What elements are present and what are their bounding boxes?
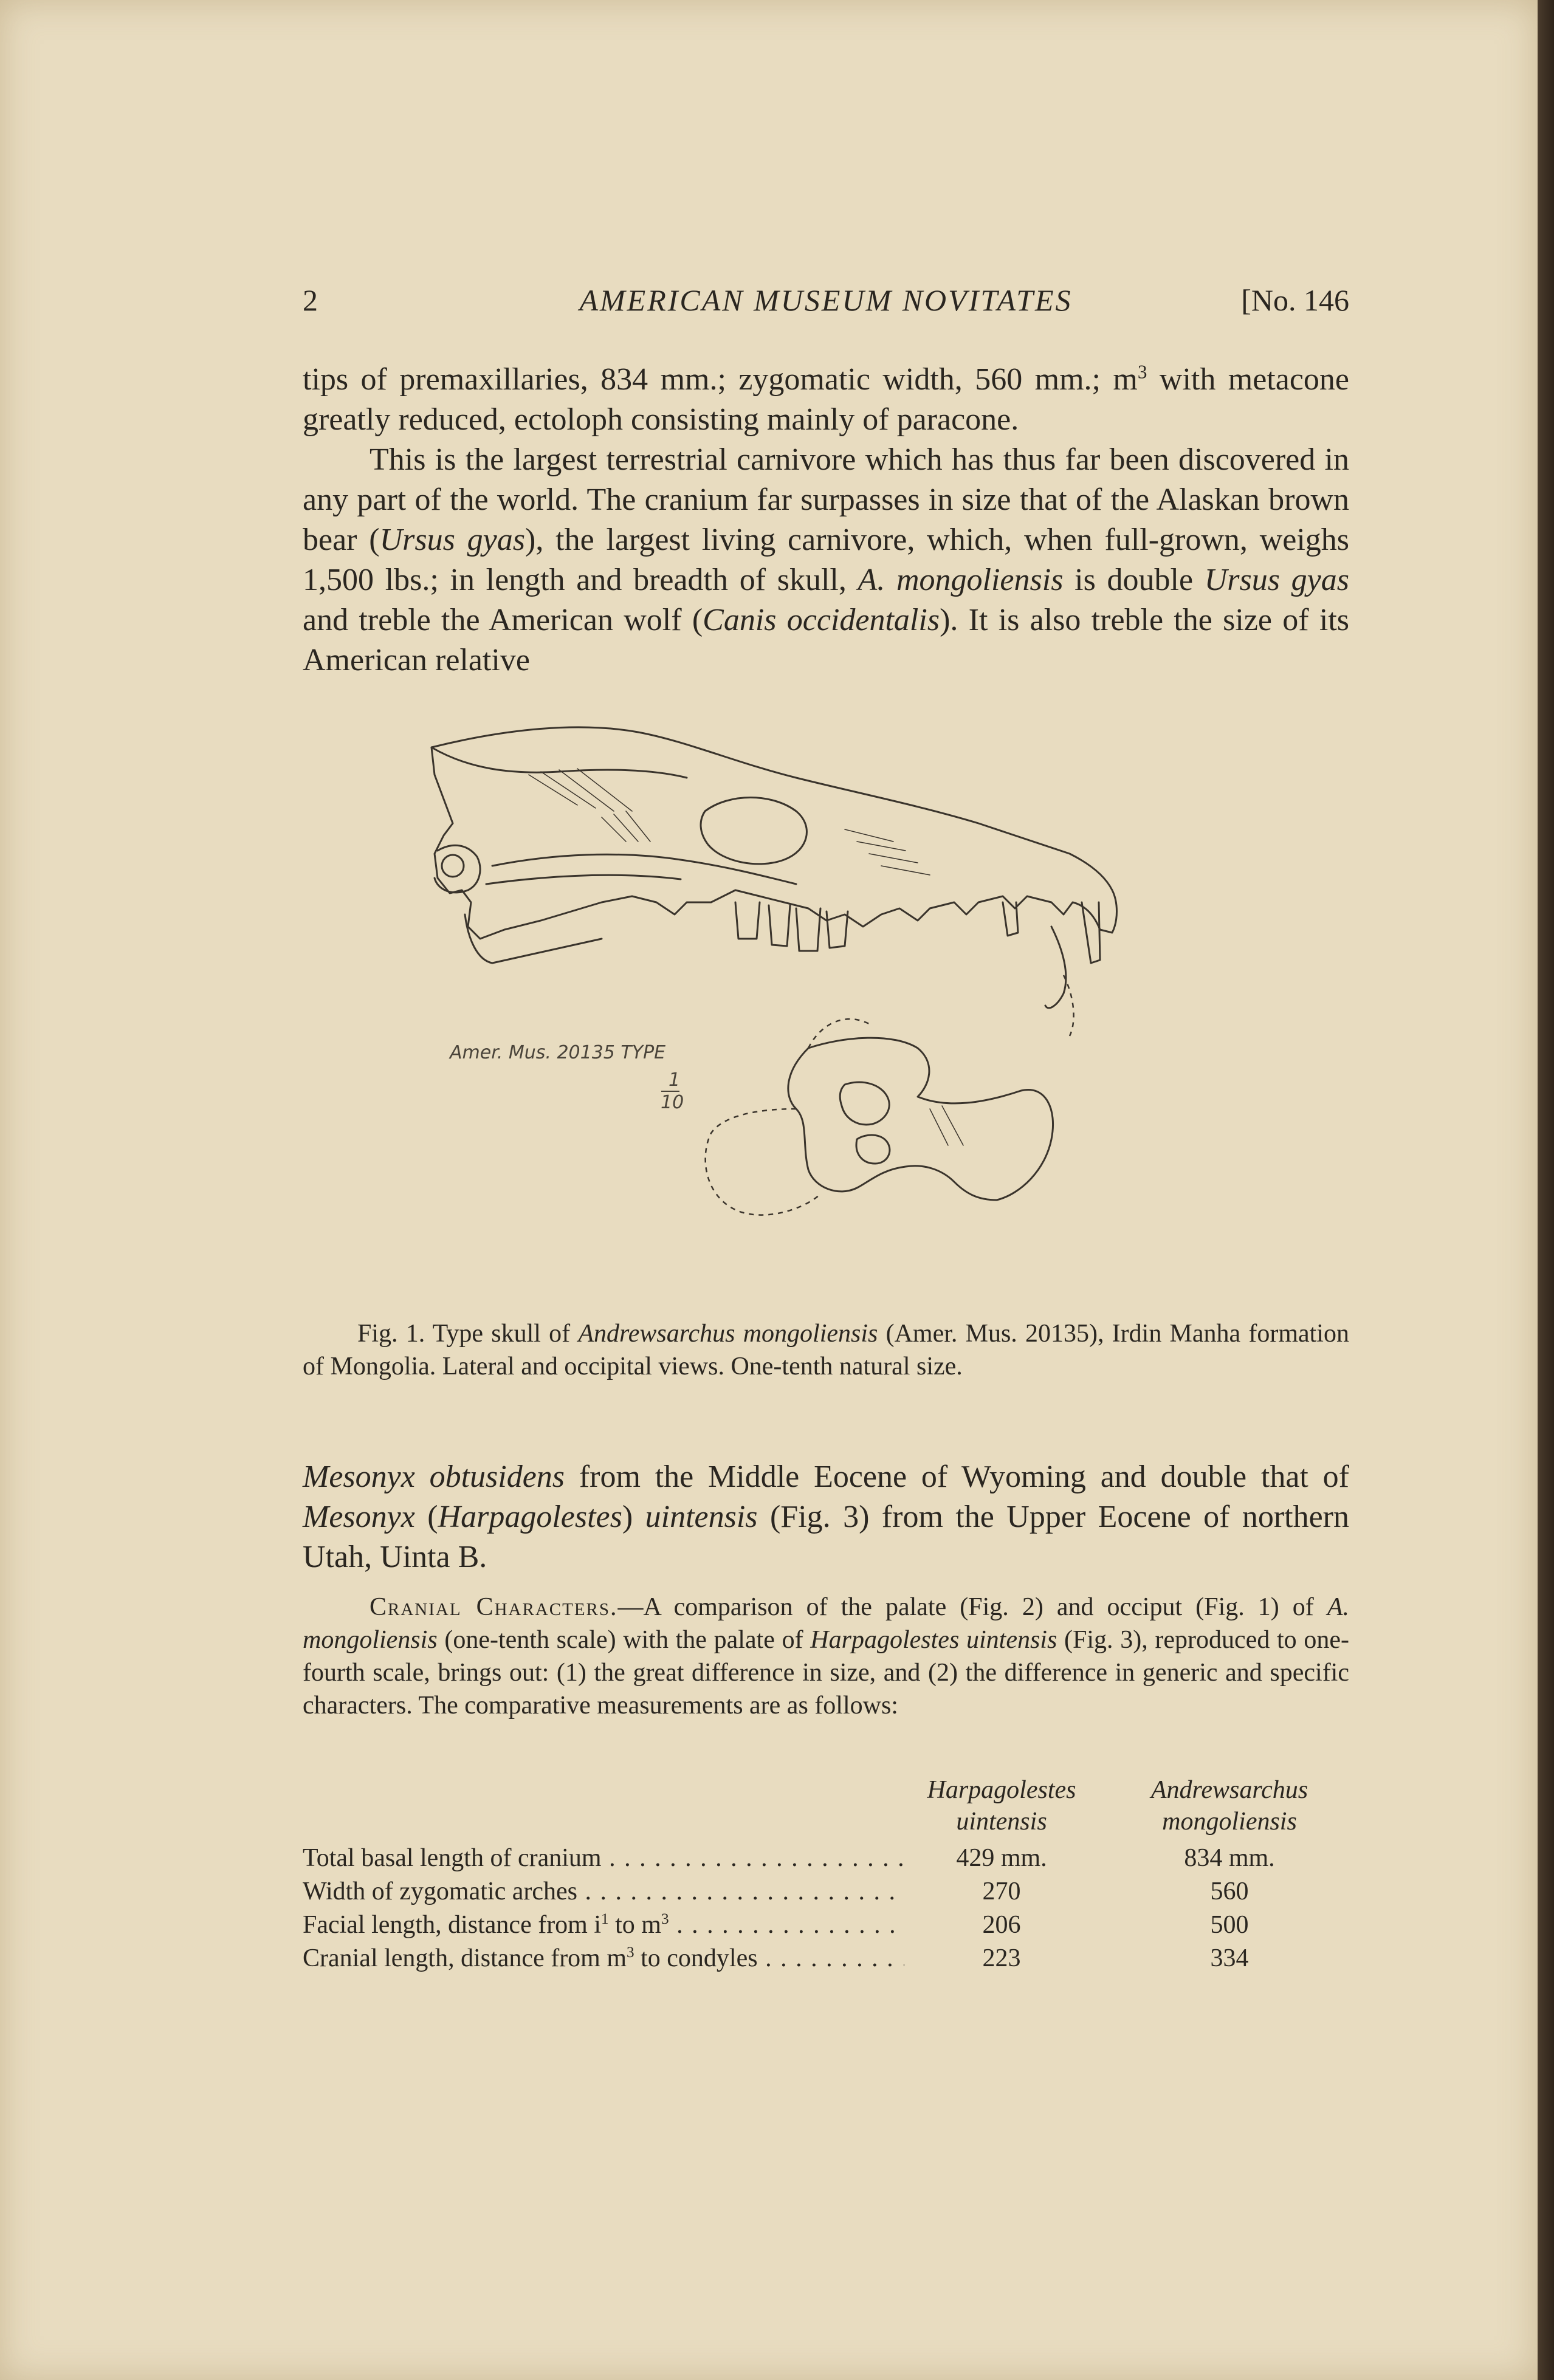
text-span: (one-tenth scale) with the palate of: [437, 1626, 811, 1654]
table-row: [303, 1874, 1349, 1908]
text-span: and treble the American wolf (: [303, 603, 703, 637]
skull-illustration: [419, 720, 1252, 1328]
row-label-text: to m: [608, 1911, 661, 1939]
column-header-line: Andrewsarchus: [1150, 1776, 1308, 1804]
cell-value: 206: [982, 1911, 1021, 1939]
column-header-harpagolestes: [910, 1774, 1093, 1837]
taxon-name: Mesonyx obtusidens: [303, 1459, 565, 1494]
cell-value: 334: [1210, 1944, 1249, 1972]
column-header-line: Harpagolestes: [927, 1776, 1076, 1804]
scale-numerator: 1: [669, 1069, 681, 1091]
text-span: from the Middle Eocene of Wyoming and double that of: [565, 1459, 1349, 1494]
taxon-name: A. mongoliensis: [858, 563, 1064, 597]
caption-text: (Amer. Mus. 20135), Irdin Manha formation of Mongolia. Lateral and occipital views. One-tenth natural size.: [303, 1320, 1349, 1380]
page-number: 2: [303, 283, 318, 317]
taxon-name: Canis occidentalis: [703, 603, 940, 637]
taxon-name: Andrewsarchus mongoliensis: [578, 1320, 878, 1348]
running-header: [303, 283, 1349, 325]
table-row: [303, 1941, 1349, 1975]
superscript: 3: [1137, 361, 1147, 383]
row-label: [303, 1874, 904, 1908]
superscript: 1: [601, 1911, 609, 1927]
row-label: [303, 1908, 904, 1942]
row-label-text: Total basal length of cranium: [303, 1844, 602, 1872]
text-span: ). It is also treble the size of its American relative: [303, 603, 1350, 677]
cell-value: 500: [1210, 1911, 1249, 1939]
text-span: with metacone greatly reduced, ectoloph consisting mainly of paracone.: [303, 362, 1349, 437]
cell-value: 429 mm.: [956, 1844, 1047, 1872]
text-span: (: [414, 1500, 438, 1534]
page-edge: [1538, 0, 1554, 2380]
text-span: ), the largest living carnivore, which, when full-grown, weighs 1,500 lbs.; in length and breadth of skull,: [303, 523, 1350, 597]
paragraph-1: [303, 360, 1349, 440]
table-row: [303, 1841, 1349, 1875]
table-header: [303, 1774, 1349, 1841]
figure-1: [419, 720, 1252, 1328]
row-label-text: to condyles: [634, 1944, 758, 1972]
section-heading: Cranial Characters.: [370, 1593, 618, 1621]
cell-value: 270: [982, 1878, 1021, 1905]
taxon-name: A. mongoliensis: [303, 1593, 1349, 1654]
paragraph-2: [303, 440, 1349, 681]
paragraph-3: [303, 1457, 1349, 1577]
column-header-line: mongoliensis: [1162, 1808, 1297, 1836]
text-span: This is the largest terrestrial carnivore which has thus far been discovered in any part of the world. The cranium far surpasses in size that of the Alaskan brown bear (: [303, 442, 1349, 557]
paragraph-4: [303, 1591, 1349, 1722]
taxon-name: Mesonyx: [303, 1500, 415, 1534]
text-span: —A comparison of the palate (Fig. 2) and occiput (Fig. 1) of: [617, 1593, 1327, 1621]
text-span: ): [622, 1500, 645, 1534]
figure-caption: [303, 1317, 1349, 1383]
column-header-line: uintensis: [956, 1808, 1047, 1836]
column-header-andrewsarchus: [1111, 1774, 1348, 1837]
caption-text: Fig. 1. Type skull of: [357, 1320, 579, 1348]
row-label-text: Width of zygomatic arches: [303, 1878, 577, 1905]
taxon-name: Ursus gyas: [1204, 563, 1349, 597]
text-span: (Fig. 3), reproduced to one-fourth scale, brings out: (1) the great difference in size, and (2) the difference in generic and specific characters. The comparative measurements are as follows:: [303, 1626, 1350, 1720]
issue-number: [No. 146: [1241, 283, 1349, 317]
text-span: (Fig. 3) from the Upper Eocene of northern Utah, Uinta B.: [303, 1500, 1349, 1574]
text-span: tips of premaxillaries, 834 mm.; zygomatic width, 560 mm.; m: [303, 362, 1138, 397]
scale-denominator: 10: [661, 1092, 684, 1113]
cell-value: 834 mm.: [1184, 1844, 1275, 1872]
specimen-label: Amer. Mus. 20135 TYPE: [450, 1042, 666, 1063]
table-row: [303, 1908, 1349, 1942]
taxon-name: Harpagolestes: [438, 1500, 622, 1534]
text-span: is double: [1063, 563, 1205, 597]
row-label-text: Cranial length, distance from m: [303, 1944, 627, 1972]
row-label: [303, 1941, 904, 1975]
journal-title: AMERICAN MUSEUM NOVITATES: [579, 283, 1073, 317]
taxon-name: Harpagolestes uintensis: [810, 1626, 1057, 1654]
superscript: 3: [661, 1911, 669, 1927]
taxon-name: Ursus gyas: [379, 523, 525, 557]
taxon-name: uintensis: [645, 1500, 758, 1534]
cell-value: 560: [1210, 1878, 1249, 1905]
superscript: 3: [627, 1944, 634, 1961]
row-label-text: Facial length, distance from i: [303, 1911, 602, 1939]
row-label: [303, 1841, 904, 1875]
cell-value: 223: [982, 1944, 1021, 1972]
